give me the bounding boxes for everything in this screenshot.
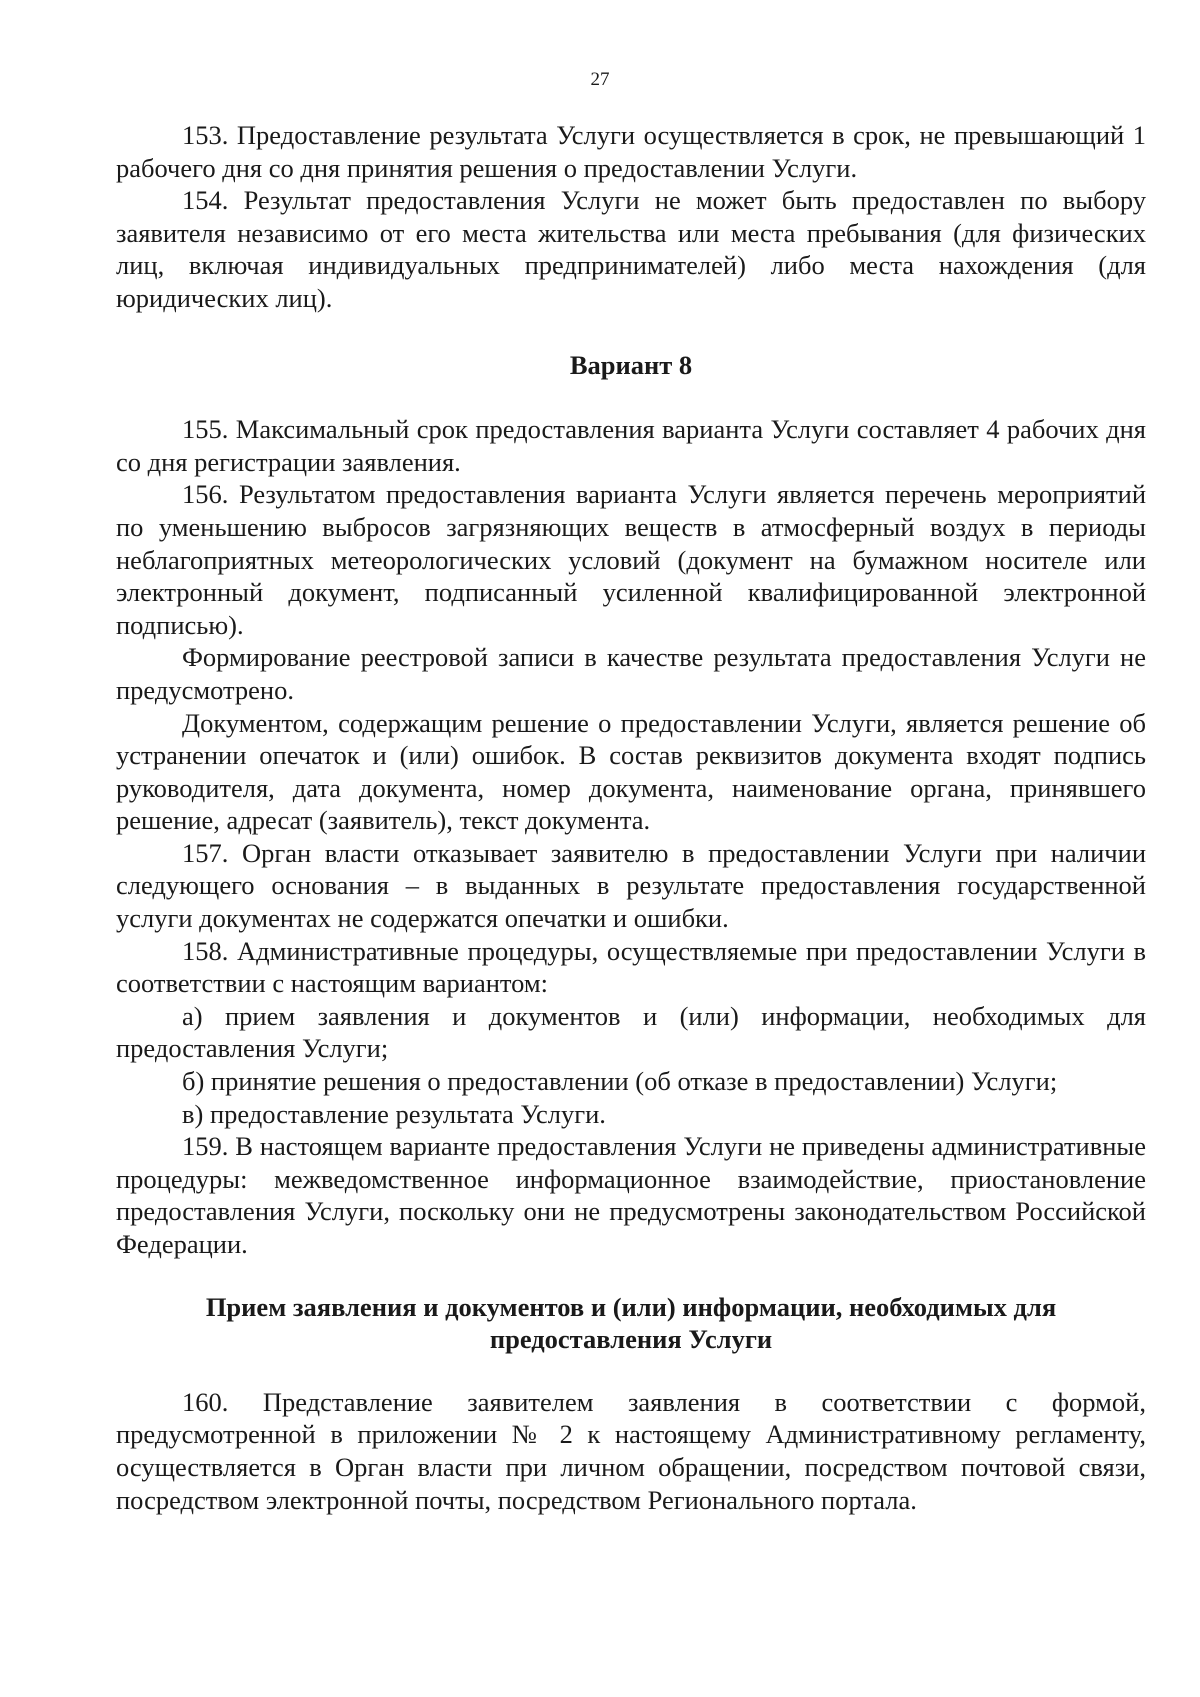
paragraph-156: 156. Результатом предоставления варианта Услуги является перечень мероприятий по уменьшению выбросов загрязняющих веществ в атмосферный воздух в периоды неблагоприятных метеорологических условий (документ на бумажном носителе или электронный документ, подписанный усиленной квалифицированной электронной подписью). <box>116 479 1146 640</box>
paragraph-153: 153. Предоставление результата Услуги осуществляется в срок, не превышающий 1 рабочего дня со дня принятия решения о предоставлении Услуги. <box>116 120 1146 183</box>
spacer <box>116 1261 1146 1291</box>
paragraph-157: 157. Орган власти отказывает заявителю в предоставлении Услуги при наличии следующего основания – в выданных в результате предоставления государственной услуги документах не содержатся опечатки и ошибки. <box>116 837 1146 934</box>
paragraph-decision-document: Документом, содержащим решение о предоставлении Услуги, является решение об устранении опечаток и (или) ошибок. В состав реквизитов документа входят подпись руководителя, дата документа, номер документа, наименование органа, принявшего решение, адресат (заявитель), текст документа. <box>116 707 1146 836</box>
spacer <box>116 315 1146 349</box>
list-item-a: а) прием заявления и документов и (или) информации, необходимых для предоставления Услуги; <box>116 1000 1146 1064</box>
spacer <box>116 1356 1146 1386</box>
paragraph-155: 155. Максимальный срок предоставления варианта Услуги составляет 4 рабочих дня со дня регистрации заявления. <box>116 414 1146 477</box>
list-item-b: б) принятие решения о предоставлении (об отказе в предоставлении) Услуги; <box>182 1066 1058 1097</box>
document-body <box>116 119 1146 1516</box>
page-number: 27 <box>590 69 610 90</box>
paragraph-registry-record: Формирование реестровой записи в качестве результата предоставления Услуги не предусмотрено. <box>116 642 1146 705</box>
spacer <box>116 381 1146 413</box>
section-heading-application-intake: Прием заявления и документов и (или) информации, необходимых для предоставления Услуги <box>205 1291 1057 1355</box>
section-heading-variant-8: Вариант 8 <box>569 349 693 380</box>
list-item-c: в) предоставление результата Услуги. <box>182 1098 606 1129</box>
paragraph-154: 154. Результат предоставления Услуги не может быть предоставлен по выбору заявителя независимо от его места жительства или места пребывания (для физических лиц, включая индивидуальных предпринимателей) либо места нахождения (для юридических лиц). <box>116 185 1146 313</box>
paragraph-159: 159. В настоящем варианте предоставления Услуги не приведены административные процедуры: межведомственное информационное взаимодействие, приостановление предоставления Услуги, поскольку они не предусмотрены законодательством Российской Федерации. <box>116 1131 1146 1259</box>
paragraph-160: 160. Представление заявителем заявления в соответствии с формой, предусмотренной в приложении № 2 к настоящему Административному регламенту, осуществляется в Орган власти при личном обращении, посредством почтовой связи, посредством электронной почты, посредством Регионального портала. <box>116 1386 1146 1515</box>
paragraph-158: 158. Административные процедуры, осуществляемые при предоставлении Услуги в соответствии с настоящим вариантом: <box>116 935 1146 999</box>
